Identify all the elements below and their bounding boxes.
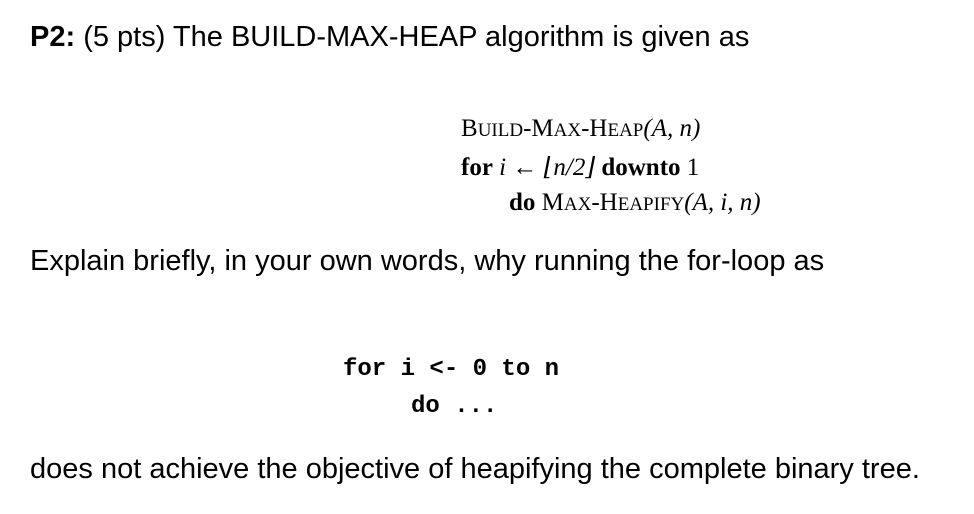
- call-args: (A, i, n): [684, 189, 761, 216]
- code-line-do: do ...: [411, 393, 498, 420]
- explain-paragraph: Explain briefly, in your own words, why running the for-loop as: [30, 245, 825, 277]
- algorithm-title-part: EAP: [607, 120, 644, 141]
- downto-keyword: downto: [601, 154, 681, 181]
- call-name-part: AX: [563, 194, 592, 215]
- algorithm-title-part: UILD: [477, 120, 524, 141]
- loop-end: 1: [686, 154, 700, 181]
- loop-variable: i: [499, 154, 507, 181]
- question-label: P2:: [30, 21, 76, 53]
- code-line-for: for i <- 0 to n: [343, 356, 560, 383]
- do-keyword: do: [509, 189, 536, 216]
- call-name-part: M: [541, 189, 564, 216]
- algorithm-title-part: B: [461, 115, 478, 142]
- call-name-part: EAPIFY: [617, 194, 685, 215]
- conclusion-paragraph: does not achieve the objective of heapifying the complete binary tree.: [30, 453, 920, 485]
- algorithm-do-line: [509, 188, 761, 220]
- algorithm-title-part: -H: [581, 115, 608, 142]
- call-name-part: -H: [591, 189, 618, 216]
- loop-start: ⌊n/2⌋: [543, 154, 596, 181]
- algorithm-title-args: (A, n): [643, 115, 701, 142]
- algorithm-title-part: -M: [523, 115, 554, 142]
- algorithm-title-part: AX: [553, 120, 582, 141]
- question-heading: [30, 20, 749, 54]
- assign-arrow-icon: ←: [512, 154, 538, 181]
- for-keyword: for: [461, 154, 493, 181]
- question-text: (5 pts) The BUILD-MAX-HEAP algorithm is given as: [75, 21, 750, 53]
- algorithm-title: [461, 114, 700, 146]
- algorithm-for-line: [461, 153, 699, 183]
